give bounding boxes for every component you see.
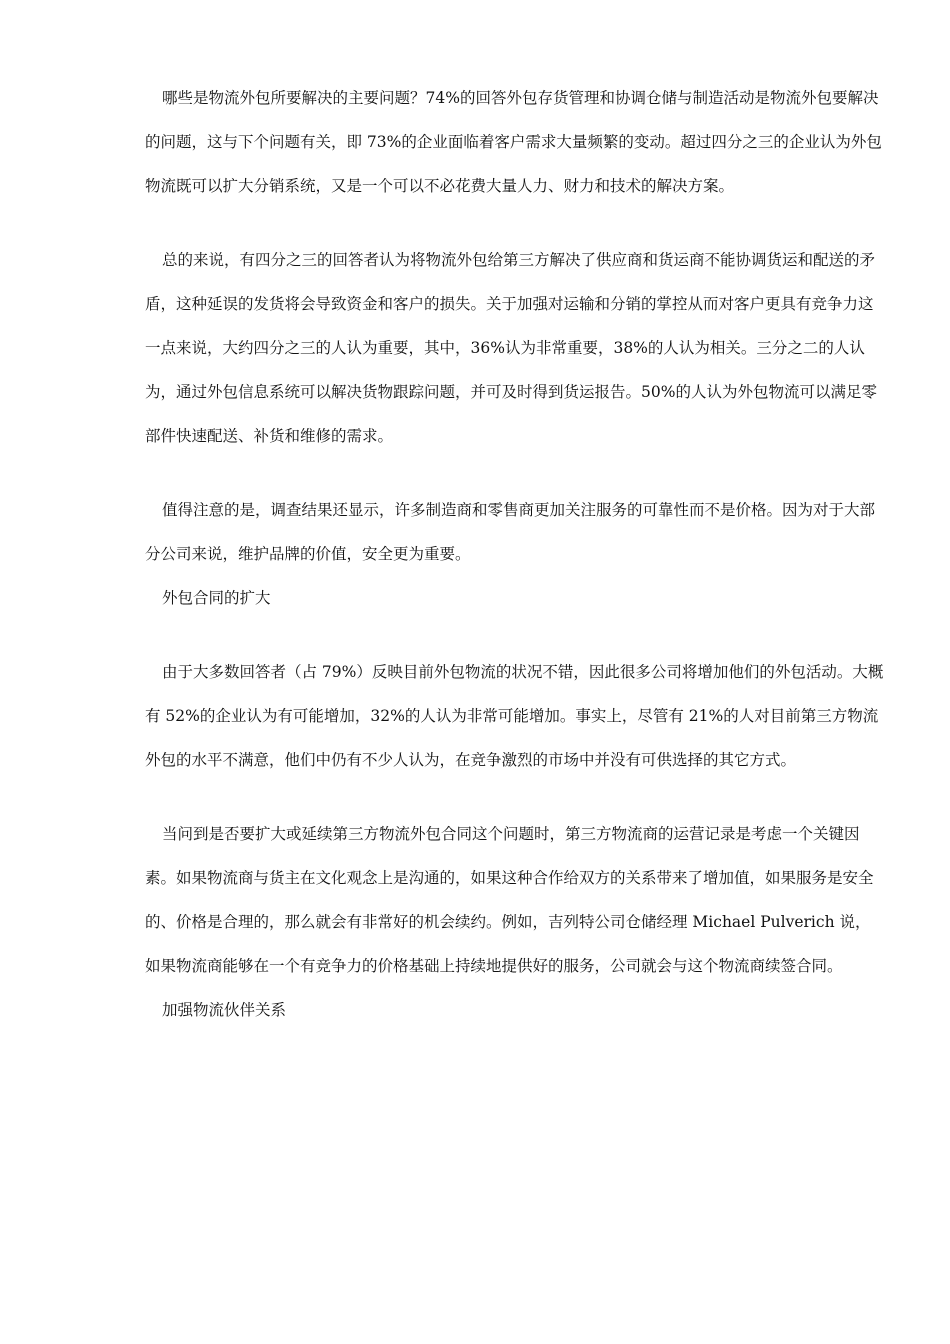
section-heading-contract-expansion: 外包合同的扩大	[162, 589, 271, 607]
paragraph-increase-outsourcing: 由于大多数回答者（占 79%）反映目前外包物流的状况不错，因此很多公司将增加他们的外包活动。大概有 52%的企业认为有可能增加，32%的人认为非常可能增加。事实上，尽管有 21%的人对目前第三方物流外包的水平不满意，他们中仍有不少人认为，在竞争激烈的市场中并没有可供选择的其它方式。	[145, 663, 884, 769]
section-heading-partnership: 加强物流伙伴关系	[162, 1001, 287, 1019]
paragraph-overall: 总的来说，有四分之三的回答者认为将物流外包给第三方解决了供应商和货运商不能协调货运和配送的矛盾，这种延误的发货将会导致资金和客户的损失。关于加强对运输和分销的掌控从而对客户更具有竞争力这一点来说，大约四分之三的人认为重要，其中，36%认为非常重要，38%的人认为相关。三分之二的人认为，通过外包信息系统可以解决货物跟踪问题，并可及时得到货运报告。50%的人认为外包物流可以满足零部件快速配送、补货和维修的需求。	[145, 251, 877, 445]
paragraph-main-problems: 哪些是物流外包所要解决的主要问题？74%的回答外包存货管理和协调仓储与制造活动是物流外包要解决的问题，这与下个问题有关，即 73%的企业面临着客户需求大量频繁的变动。超过四分之三的企业认为外包物流既可以扩大分销系统，又是一个可以不必花费大量人力、财力和技术的解决方案。	[145, 89, 882, 195]
paragraph-renewal: 当问到是否要扩大或延续第三方物流外包合同这个问题时，第三方物流商的运营记录是考虑一个关键因素。如果物流商与货主在文化观念上是沟通的，如果这种合作给双方的关系带来了增加值，如果服务是安全的、价格是合理的，那么就会有非常好的机会续约。例如，吉列特公司仓储经理 Michael Pulverich 说，如果物流商能够在一个有竞争力的价格基础上持续地提供好的服务，公司就会与这个物流商续签合同。	[145, 825, 874, 975]
paragraph-reliability: 值得注意的是，调查结果还显示，许多制造商和零售商更加关注服务的可靠性而不是价格。因为对于大部分公司来说，维护品牌的价值，安全更为重要。	[145, 501, 876, 563]
document-page	[145, 76, 885, 1032]
